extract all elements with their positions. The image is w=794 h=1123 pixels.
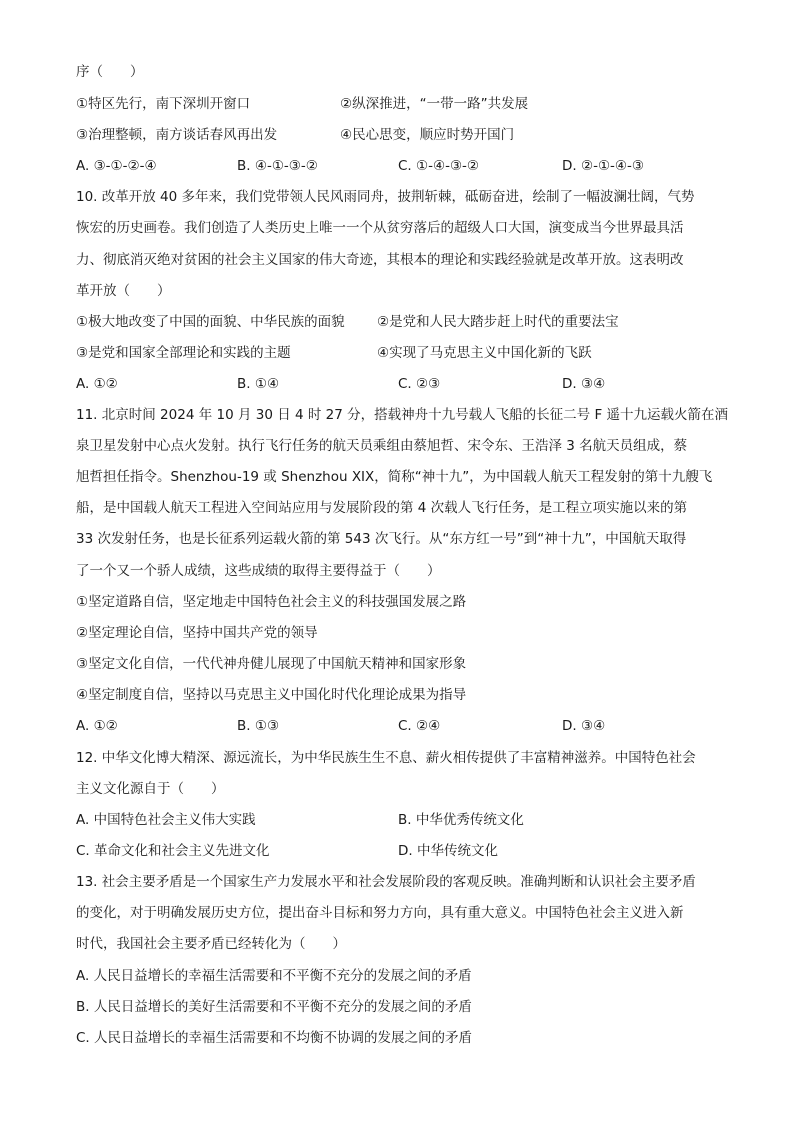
q13-choice-b[interactable]: B. 人民日益增长的美好生活需要和不平衡不充分的发展之间的矛盾 bbox=[76, 999, 472, 1015]
q11-option-1: ①坚定道路自信，坚定地走中国特色社会主义的科技强国发展之路 bbox=[76, 594, 467, 610]
q13-choice-c[interactable]: C. 人民日益增长的幸福生活需要和不均衡不协调的发展之间的矛盾 bbox=[76, 1030, 473, 1046]
q13-stem-line-2: 的变化，对于明确发展历史方位，提出奋斗目标和努力方向，具有重大意义。中国特色社会主义进入新 bbox=[76, 905, 684, 921]
q9-option-2: ②纵深推进，“一带一路”共发展 bbox=[340, 96, 529, 112]
q11-choice-d[interactable]: D. ③④ bbox=[562, 718, 606, 734]
q9-choice-d[interactable]: D. ②-①-④-③ bbox=[562, 158, 645, 174]
q11-option-4: ④坚定制度自信，坚持以马克思主义中国化时代化理论成果为指导 bbox=[76, 687, 467, 703]
q10-stem-line-2: 恢宏的历史画卷。我们创造了人类历史上唯一一个从贫穷落后的超级人口大国，演变成当今世界最具活 bbox=[76, 220, 684, 236]
q12-stem-line-1: 12. 中华文化博大精深、源远流长，为中华民族生生不息、薪火相传提供了丰富精神滋养。中国特色社会 bbox=[76, 750, 696, 766]
q9-choice-b[interactable]: B. ④-①-③-② bbox=[237, 158, 318, 174]
q11-option-2: ②坚定理论自信，坚持中国共产党的领导 bbox=[76, 625, 318, 641]
q11-choice-c[interactable]: C. ②④ bbox=[398, 718, 441, 734]
q11-choice-b[interactable]: B. ①③ bbox=[237, 718, 280, 734]
q11-option-3: ③坚定文化自信，一代代神舟健儿展现了中国航天精神和国家形象 bbox=[76, 656, 467, 672]
q10-stem-line-3: 力、彻底消灭绝对贫困的社会主义国家的伟大奇迹，其根本的理论和实践经验就是改革开放。这表明改 bbox=[76, 252, 684, 268]
q12-stem-line-2: 主义文化源自于（ ） bbox=[76, 781, 225, 797]
q11-stem-line-5: 33 次发射任务，也是长征系列运载火箭的第 543 次飞行。从“东方红一号”到“神十九”，中国航天取得 bbox=[76, 531, 687, 547]
q11-stem-line-2: 泉卫星发射中心点火发射。执行飞行任务的航天员乘组由蔡旭哲、宋令东、王浩泽 3 名航天员组成，蔡 bbox=[76, 438, 688, 454]
q12-choice-b[interactable]: B. 中华优秀传统文化 bbox=[398, 812, 524, 828]
q12-choice-c[interactable]: C. 革命文化和社会主义先进文化 bbox=[76, 843, 270, 859]
q11-stem-line-4: 船，是中国载人航天工程进入空间站应用与发展阶段的第 4 次载人飞行任务，是工程立项实施以来的第 bbox=[76, 500, 688, 516]
q10-choice-c[interactable]: C. ②③ bbox=[398, 376, 441, 392]
q10-choice-a[interactable]: A. ①② bbox=[76, 376, 118, 392]
q13-choice-a[interactable]: A. 人民日益增长的幸福生活需要和不平衡不充分的发展之间的矛盾 bbox=[76, 968, 472, 984]
q10-stem-line-4: 革开放（ ） bbox=[76, 283, 171, 299]
q13-stem-line-1: 13. 社会主要矛盾是一个国家生产力发展水平和社会发展阶段的客观反映。准确判断和认识社会主要矛盾 bbox=[76, 874, 696, 890]
q10-choice-d[interactable]: D. ③④ bbox=[562, 376, 606, 392]
q13-stem-line-3: 时代，我国社会主要矛盾已经转化为（ ） bbox=[76, 936, 346, 952]
q10-option-2: ②是党和人民大踏步赶上时代的重要法宝 bbox=[377, 314, 619, 330]
q12-choice-a[interactable]: A. 中国特色社会主义伟大实践 bbox=[76, 812, 256, 828]
q10-option-3: ③是党和国家全部理论和实践的主题 bbox=[76, 345, 291, 361]
q9-option-4: ④民心思变，顺应时势开国门 bbox=[340, 127, 515, 143]
q9-choice-a[interactable]: A. ③-①-②-④ bbox=[76, 158, 157, 174]
q12-choice-d[interactable]: D. 中华传统文化 bbox=[398, 843, 498, 859]
q10-option-4: ④实现了马克思主义中国化新的飞跃 bbox=[377, 345, 592, 361]
q10-stem-line-1: 10. 改革开放 40 多年来，我们党带领人民风雨同舟，披荆斩棘，砥砺奋进，绘制了一幅波澜壮阔，气势 bbox=[76, 189, 695, 205]
q11-choice-a[interactable]: A. ①② bbox=[76, 718, 118, 734]
q9-option-3: ③治理整顿，南方谈话春风再出发 bbox=[76, 127, 278, 143]
q10-choice-b[interactable]: B. ①④ bbox=[237, 376, 280, 392]
q11-stem-line-6: 了一个又一个骄人成绩，这些成绩的取得主要得益于（ ） bbox=[76, 563, 441, 579]
q9-option-1: ①特区先行，南下深圳开窗口 bbox=[76, 96, 251, 112]
q9-choice-c[interactable]: C. ①-④-③-② bbox=[398, 158, 480, 174]
q11-stem-line-1: 11. 北京时间 2024 年 10 月 30 日 4 时 27 分，搭载神舟十九号载人飞船的长征二号 F 遥十九运载火箭在酒 bbox=[76, 407, 729, 423]
q11-stem-line-3: 旭哲担任指令。Shenzhou-19 或 Shenzhou XIX，简称“神十九”，为中国载人航天工程发射的第十九艘飞 bbox=[76, 469, 713, 485]
q9-stem-tail: 序（ ） bbox=[76, 64, 144, 80]
q10-option-1: ①极大地改变了中国的面貌、中华民族的面貌 bbox=[76, 314, 345, 330]
